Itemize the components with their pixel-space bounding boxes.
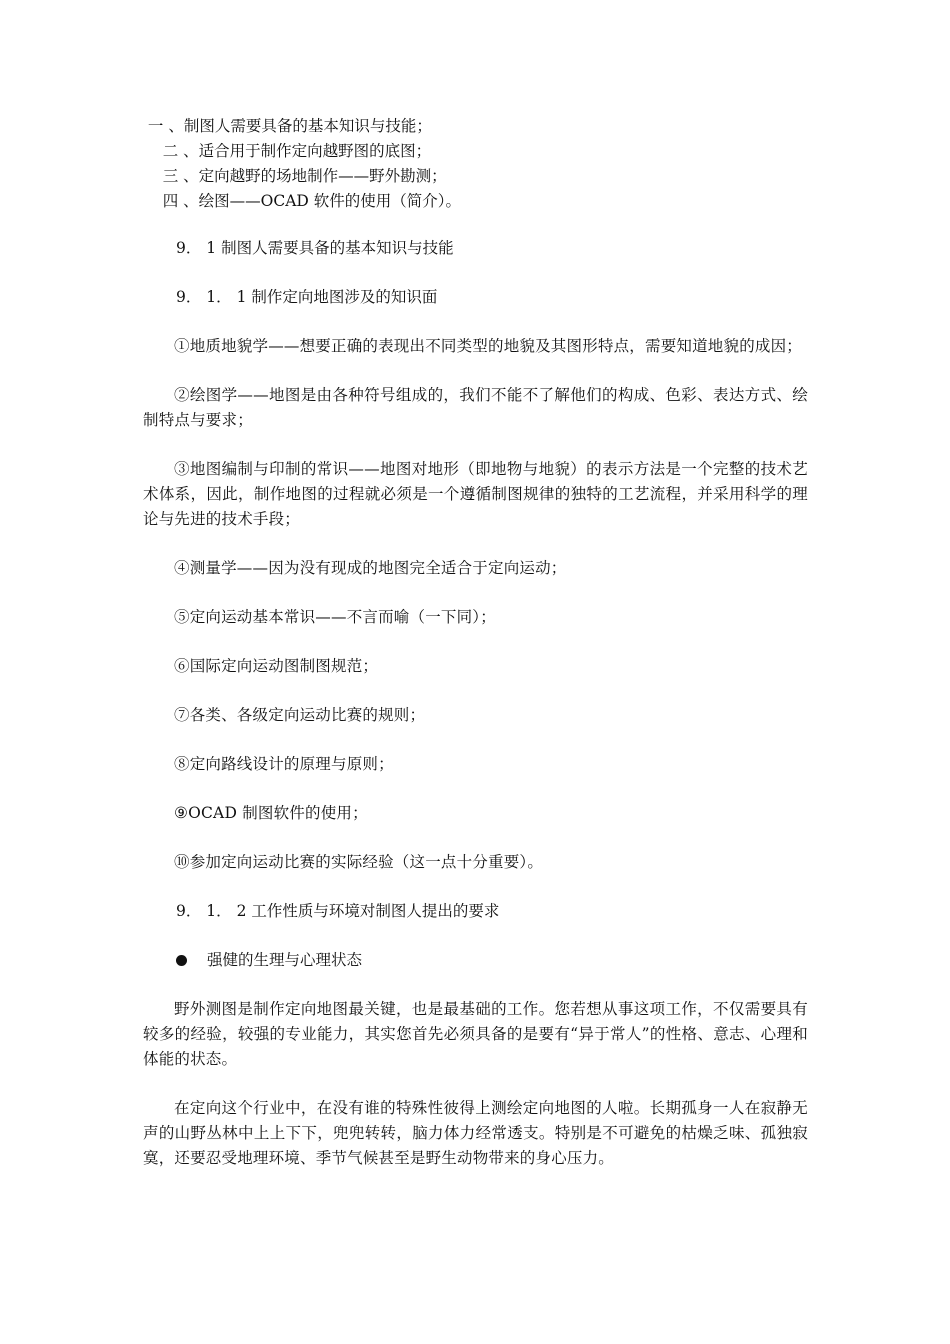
knowledge-item-8: ⑧定向路线设计的原理与原则； <box>174 755 394 773</box>
knowledge-item-5: ⑤定向运动基本常识——不言而喻（一下同）； <box>174 608 496 626</box>
section-heading-9-1: 9． 1 制图人需要具备的基本知识与技能 <box>176 239 454 257</box>
knowledge-item-6: ⑥国际定向运动图制图规范； <box>174 657 379 675</box>
knowledge-item-1: ①地质地貌学——想要正确的表现出不同类型的地貌及其图形特点，需要知道地貌的成因； <box>174 337 803 355</box>
knowledge-item-9: ⑨OCAD 制图软件的使用； <box>174 804 368 822</box>
toc-item-4: 四 、绘图——OCAD 软件的使用（简介）。 <box>143 192 462 210</box>
body-paragraph-2: 在定向这个行业中，在没有谁的特殊性彼得上测绘定向地图的人啦。长期孤身一人在寂静无声的山野丛林中上上下下，兜兜转转，脑力体力经常透支。特别是不可避免的枯燥乏味、孤独寂寞，还要忍受地理环境、季节气候甚至是野生动物带来的身心压力。 <box>143 1099 808 1167</box>
body-paragraph-1: 野外测图是制作定向地图最关键，也是最基础的工作。您若想从事这项工作，不仅需要具有较多的经验，较强的专业能力，其实您首先必须具备的是要有“异于常人”的性格、意志、心理和体能的状态。 <box>143 1000 808 1068</box>
bullet-icon <box>176 955 187 966</box>
bullet-heading-text: 强健的生理与心理状态 <box>207 951 363 969</box>
section-heading-9-1-1: 9． 1． 1 制作定向地图涉及的知识面 <box>176 288 438 306</box>
section-heading-9-1-2: 9． 1． 2 工作性质与环境对制图人提出的要求 <box>176 902 500 920</box>
knowledge-item-4: ④测量学——因为没有现成的地图完全适合于定向运动； <box>174 559 567 577</box>
toc-item-2: 二 、适合用于制作定向越野图的底图； <box>143 142 432 160</box>
knowledge-item-2: ②绘图学——地图是由各种符号组成的，我们不能不了解他们的构成、色彩、表达方式、绘制特点与要求； <box>143 386 808 429</box>
knowledge-item-10: ⑩参加定向运动比赛的实际经验（这一点十分重要）。 <box>174 853 544 871</box>
knowledge-item-7: ⑦各类、各级定向运动比赛的规则； <box>174 706 426 724</box>
knowledge-item-3: ③地图编制与印制的常识——地图对地形（即地物与地貌）的表示方法是一个完整的技术艺术体系，因此，制作地图的过程就必须是一个遵循制图规律的独特的工艺流程，并采用科学的理论与先进的技术手段； <box>143 460 808 528</box>
table-of-contents <box>143 114 808 214</box>
toc-item-3: 三 、定向越野的场地制作——野外勘测； <box>143 167 447 185</box>
bullet-heading <box>143 948 808 973</box>
document-page <box>143 114 808 1171</box>
toc-item-1: 一 、制图人需要具备的基本知识与技能； <box>143 117 432 135</box>
